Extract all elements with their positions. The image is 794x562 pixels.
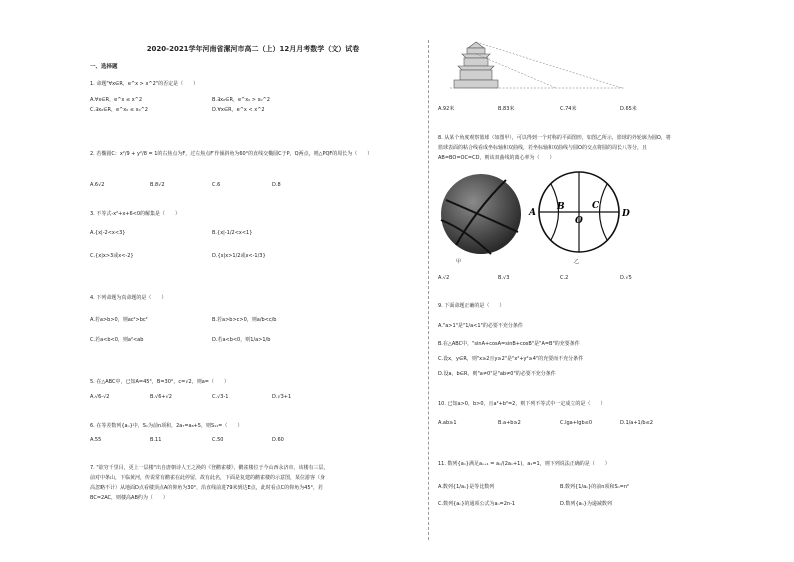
tower-level-1	[460, 70, 492, 80]
q1-option-a: A.∀x∈R，e^x ≤ x^2	[90, 97, 143, 103]
q5-option-c: C.√3-1	[212, 394, 229, 400]
q10-option-c: C.lga+lgb≤0	[560, 420, 593, 426]
question-4-stem: 4. 下列命题为真命题的是（ ）	[90, 295, 167, 301]
q2-option-a: A.6√2	[90, 182, 105, 188]
q8-option-a: A.√2	[438, 275, 450, 281]
q1-option-d: D.∀x∈R，e^x < x^2	[212, 107, 265, 113]
q11-option-a: A.数列{1/aₙ}是等比数列	[438, 484, 495, 490]
left-column	[88, 0, 418, 562]
point-a-label: A	[529, 208, 536, 218]
question-9-stem: 9. 下面命题正确的是（ ）	[438, 303, 505, 309]
tower-level-3	[467, 48, 485, 54]
q4-option-a: A.若a>b>0，则ac²>bc²	[90, 317, 148, 323]
q11-option-b: B.数列{1/aₙ}的前n项和Sₙ=n²	[560, 484, 630, 490]
figure-label-jia: 甲	[456, 259, 462, 265]
q10-option-d: D.1/a+1/b≤2	[620, 420, 653, 426]
q4-option-c: C.若a<b<0，则a²<ab	[90, 337, 144, 343]
q2-option-c: C.6	[212, 182, 221, 188]
q6-option-d: D.60	[272, 437, 284, 443]
question-7-line-4: BC=2AC，则楼高AB约为（ ）	[90, 495, 168, 501]
tower-roof-mid	[462, 54, 490, 58]
basketball-figure	[436, 170, 526, 260]
q2-option-b: B.8√2	[150, 182, 165, 188]
q6-option-c: C.50	[212, 437, 224, 443]
basketball-body	[441, 174, 521, 254]
q1-option-c: C.∃x₀∈R，e^x₀ ≤ x₀^2	[90, 107, 148, 113]
q6-option-a: A.55	[90, 437, 102, 443]
question-1-stem: 1. 命题"∀x∈R，e^x > x^2"的否定是（ ）	[90, 81, 199, 87]
tower-base	[454, 80, 498, 88]
q3-option-c: C.{x|x>3或x<-2}	[90, 253, 134, 259]
q6-option-b: B.11	[150, 437, 162, 443]
q3-option-a: A.{x|-2<x<3}	[90, 230, 126, 236]
question-11-stem: 11. 数列{aₙ}满足aₙ₊₁ = aₙ/(2aₙ+1)，a₁=1，则下列说法正确的是（ ）	[438, 461, 610, 467]
figure-label-yi: 乙	[574, 259, 580, 265]
question-5-stem: 5. 在△ABC中，已知A=45°，B=30°，c=√2，则a=（ ）	[90, 379, 229, 385]
q11-option-c: C.数列{aₙ}的通项公式为aₙ=2n-1	[438, 501, 516, 507]
question-2-stem: 2. 若椭圆C：x²/9 + y²/8 = 1的右焦点为F，过左焦点F′作倾斜角为60°的直线交椭圆C于P，Q两点，则△PQF的周长为（ ）	[90, 151, 373, 157]
q7-option-a: A.92米	[438, 106, 455, 112]
point-o-label: O	[575, 216, 583, 226]
q10-option-a: A.ab≥1	[438, 420, 457, 426]
question-7-line-3: 高忽略不计）从地面D点看楼顶点A的仰角为30°，沿直线前进79米到达E点，此时看点C的仰角为45°，若	[90, 485, 324, 491]
q11-option-d: D.数列{aₙ}为递减数列	[560, 501, 612, 507]
question-6-stem: 6. 在等差数列{aₙ}中，Sₙ为前n项和，2a₇=a₈+5，则S₁₁=（ ）	[90, 423, 243, 429]
question-7-line-2: 前对中条山，下临黄河，传说常有鹳雀在此停留，故有此名，下面是复建的鹳雀楼的示意图，某位游客（身	[90, 475, 326, 481]
q4-option-d: D.若a<b<0，则1/a>1/b	[212, 337, 271, 343]
question-8-line-3: AB=BO=OC=CD，则该双曲线的离心率为（ ）	[438, 155, 555, 161]
tower-roof-top	[468, 42, 484, 48]
tower-roof-low	[458, 66, 494, 70]
point-d-label: D	[622, 209, 630, 219]
circle-diagram	[524, 168, 634, 258]
question-7-line-1: 7. "欲穷千里目，更上一层楼"出自唐朝诗人王之涣的《登鹳雀楼》，鹳雀楼位于今山西永济市，该楼有三层，	[90, 465, 329, 471]
q1-option-b: B.∃x₀∈R，e^x₀ > x₀^2	[212, 97, 270, 103]
q9-option-c: C.设x，y∈R，则"x≥2且y≥2"是"x²+y²≥4"的充要而不充分条件	[438, 356, 584, 362]
q3-option-d: D.{x|x>1/2或x<-1/3}	[212, 253, 266, 259]
q8-option-d: D.√5	[620, 275, 632, 281]
q9-option-b: B.在△ABC中，"sinA+cosA=sinB+cosB"是"A=B"的充要条件	[438, 341, 580, 347]
q8-option-c: C.2	[560, 275, 569, 281]
q9-option-d: D.设a，b∈R，则"a≠0"是"ab≠0"的必要不充分条件	[438, 371, 556, 377]
q5-option-d: D.√3+1	[272, 394, 292, 400]
section-heading: 一、选择题	[90, 64, 118, 70]
q7-option-d: D.65米	[620, 106, 637, 112]
q5-option-a: A.√6-√2	[90, 394, 110, 400]
tower-figure	[446, 40, 626, 96]
question-3-stem: 3. 不等式-x²+x+6<0的解集是（ ）	[90, 211, 181, 217]
point-b-label: B	[557, 202, 565, 212]
right-column	[436, 0, 766, 562]
q4-option-b: B.若a>b>c>0，则a/b<c/b	[212, 317, 277, 323]
page-title: 2020-2021学年河南省漯河市高二（上）12月月考数学（文）试卷	[146, 45, 360, 53]
q7-option-c: C.74米	[560, 106, 577, 112]
q7-option-b: B.83米	[498, 106, 515, 112]
tower-level-2	[464, 58, 488, 66]
question-10-stem: 10. 已知a>0，b>0，且a²+b²=2，则下列不等式中一定成立的是（ ）	[438, 401, 606, 407]
q3-option-b: B.{x|-1/2<x<1}	[212, 230, 253, 236]
question-8-line-1: 8. 从某个角度观察篮球（如图甲），可以得到一个对称的平面图形，如图乙所示，篮球的外轮廓为圆O，将	[438, 135, 671, 141]
q5-option-b: B.√6+√2	[150, 394, 172, 400]
q10-option-b: B.a+b≥2	[498, 420, 521, 426]
q2-option-d: D.8	[272, 182, 281, 188]
question-8-line-2: 篮球表面的粘合线看成坐标轴和双曲线，若坐标轴和双曲线与圆O的交点将圆的周长八等分，且	[438, 145, 647, 151]
q9-option-a: A."a>1"是"1/a<1"的必要不充分条件	[438, 323, 523, 329]
q8-option-b: B.√3	[498, 275, 510, 281]
point-c-label: C	[592, 201, 600, 211]
column-divider	[428, 40, 430, 540]
